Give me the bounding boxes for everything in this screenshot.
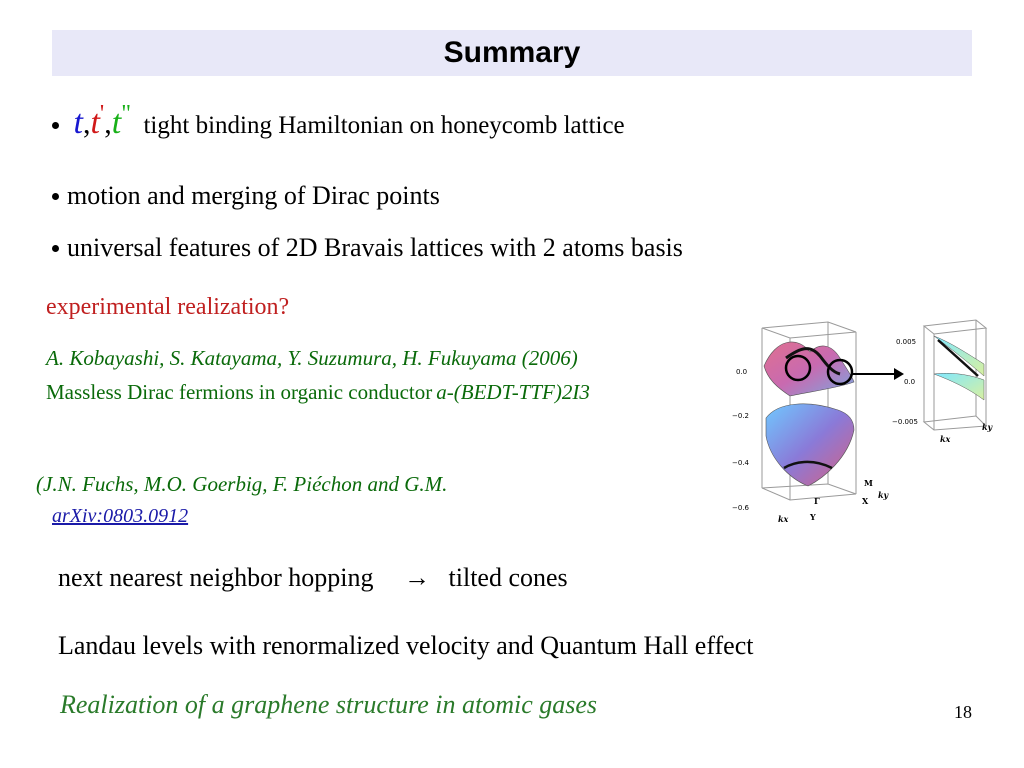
label-Y: Y: [810, 512, 816, 522]
tilted-cones-line: [58, 563, 568, 593]
atomic-gases-text: Realization of a graphene structure in atomic gases: [60, 690, 598, 719]
arxiv-link[interactable]: arXiv:0803.0912: [52, 505, 189, 527]
bullet-1-text: tight binding Hamiltonian on honeycomb lattice: [143, 112, 625, 139]
landau-levels-text: Landau levels with renormalized velocity and Quantum Hall effect: [58, 631, 754, 660]
zoom-z-tick-1: 0.0: [904, 378, 916, 386]
z-tick-1: −0.2: [732, 412, 749, 420]
bullet-dot: [52, 245, 59, 252]
label-X: X: [862, 496, 869, 506]
prime-mark: ': [99, 101, 105, 127]
nnn-hopping-text: next nearest neighbor hopping: [58, 563, 374, 592]
symbol-t-double-prime: t: [111, 104, 122, 141]
slide-title: Summary: [443, 36, 581, 69]
bullet-3: [52, 233, 683, 263]
band-structure-figure: [728, 318, 1000, 532]
reference-title: Massless Dirac fermions in organic conductor: [46, 380, 433, 404]
bullet-1: [52, 101, 625, 142]
label-ky: ky: [878, 490, 889, 500]
zoom-label-kx: kx: [940, 434, 951, 444]
comma: ,: [82, 107, 91, 140]
reference-authors: A. Kobayashi, S. Katayama, Y. Suzumura, H. Fukuyama (2006): [46, 346, 578, 370]
experimental-heading: experimental realization?: [46, 294, 290, 320]
z-tick-3: −0.6: [732, 504, 749, 512]
page-number: 18: [954, 702, 972, 722]
z-tick-0: 0.0: [736, 368, 748, 376]
label-Gamma: Γ: [814, 496, 820, 506]
symbol-t-prime: t: [90, 104, 100, 141]
label-kx: kx: [778, 514, 789, 524]
zoom-label-ky: ky: [982, 422, 993, 432]
right-arrow-icon: →: [404, 563, 431, 592]
bullet-2-text: motion and merging of Dirac points: [67, 181, 440, 210]
zoom-z-tick-2: −0.005: [892, 418, 918, 426]
comma: ,: [104, 107, 112, 140]
title-bar: [52, 30, 972, 76]
bullet-dot: [52, 193, 59, 200]
label-M: M: [864, 478, 873, 488]
z-tick-2: −0.4: [732, 459, 749, 467]
reference-title-line: [46, 380, 590, 405]
double-prime-mark: ": [121, 101, 131, 127]
lower-band-surface: [766, 404, 854, 486]
bullet-2: [52, 181, 440, 211]
arrowhead-icon: [894, 368, 904, 380]
bullet-3-text: universal features of 2D Bravais lattices with 2 atoms basis: [67, 233, 683, 262]
zoom-z-tick-0: 0.005: [896, 338, 917, 346]
fuchs-reference: (J.N. Fuchs, M.O. Goerbig, F. Piéchon and G.M.: [36, 472, 448, 496]
compound-name: a-(BEDT-TTF)2I3: [436, 380, 590, 404]
symbol-t: t: [73, 104, 83, 141]
arxiv-line: [52, 505, 188, 528]
tilted-cones-text: tilted cones: [448, 563, 568, 592]
bullet-dot: [52, 122, 59, 129]
